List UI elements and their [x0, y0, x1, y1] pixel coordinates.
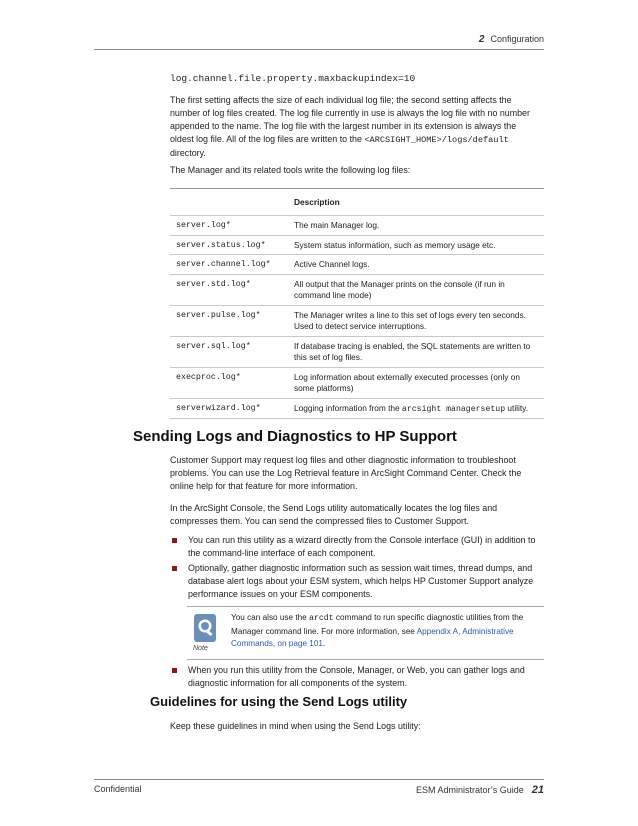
header-rule	[94, 49, 544, 50]
appendix-link[interactable]: Appendix A, Administrative Commands, on page 101	[231, 626, 514, 648]
log-file-description	[290, 398, 544, 419]
log-file-name: server.sql.log*	[170, 336, 290, 367]
sub-heading: Guidelines for using the Send Logs utility	[150, 694, 408, 709]
table-row	[170, 216, 544, 236]
log-files-table	[170, 188, 544, 419]
desc-code: arcsight managersetup	[401, 404, 506, 414]
desc-post: utility.	[505, 402, 529, 413]
table-row	[170, 255, 544, 275]
table-row	[170, 274, 544, 305]
table-header-description: Description	[290, 189, 544, 216]
note-post: .	[322, 639, 326, 648]
bullet-text: You can run this utility as a wizard directly from the Console interface (GUI) in addition to the command-line interface of each component.	[188, 535, 536, 558]
table-row	[170, 305, 544, 336]
list-item	[170, 664, 544, 690]
log-file-name: server.std.log*	[170, 274, 290, 305]
paragraph-guidelines: Keep these guidelines in mind when using the Send Logs utility:	[170, 721, 421, 731]
log-file-description: Active Channel logs.	[290, 255, 544, 275]
page-header	[479, 34, 544, 45]
bullet-square-icon	[172, 668, 177, 673]
log-file-description: The Manager writes a line to this set of logs every ten seconds. Used to detect service interruptions.	[290, 305, 544, 336]
log-file-name: execproc.log*	[170, 367, 290, 398]
page-footer	[416, 784, 544, 796]
list-item	[170, 534, 544, 560]
log-file-name: server.status.log*	[170, 235, 290, 255]
note-icon	[193, 613, 217, 643]
chapter-title: Configuration	[490, 34, 544, 44]
table-row	[170, 367, 544, 398]
table-row	[170, 398, 544, 419]
log-file-name: server.pulse.log*	[170, 305, 290, 336]
footer-confidential: Confidential	[94, 784, 142, 794]
bullet-square-icon	[172, 538, 177, 543]
bullet-text: When you run this utility from the Console, Manager, or Web, you can gather logs and diagnostic information for all components of the system.	[188, 665, 525, 688]
para1-code: <ARCSIGHT_HOME>/logs/default	[364, 135, 509, 145]
section-heading: Sending Logs and Diagnostics to HP Support	[133, 428, 457, 445]
log-file-description: System status information, such as memory usage etc.	[290, 235, 544, 255]
code-line: log.channel.file.property.maxbackupindex=10	[170, 73, 416, 84]
note-label: Note	[193, 645, 208, 652]
page-number: 21	[531, 784, 544, 796]
log-file-name: serverwizard.log*	[170, 398, 290, 419]
footer-guide-title: ESM Administrator’s Guide	[416, 785, 524, 795]
note-mid: command to run specific diagnostic utilities from the Manager command line. For more information, see	[231, 613, 524, 636]
paragraph-log-files-intro: The Manager and its related tools write the following log files:	[170, 165, 411, 175]
para1-tail: directory.	[170, 148, 206, 158]
table-header-row	[170, 189, 544, 216]
note-box	[187, 606, 544, 660]
paragraph-log-settings	[170, 94, 540, 160]
note-text	[231, 612, 543, 651]
paragraph-send-logs: In the ArcSight Console, the Send Logs utility automatically locates the log files and compresses them. You can send the compressed files to Customer Support.	[170, 503, 498, 526]
log-file-description: Log information about externally executed processes (only on some platforms)	[290, 367, 544, 398]
list-item	[170, 562, 544, 601]
note-code: arcdt	[309, 614, 334, 623]
table-header-file	[170, 189, 290, 216]
log-file-description: If database tracing is enabled, the SQL statements are written to this set of log files.	[290, 336, 544, 367]
table-row	[170, 235, 544, 255]
log-file-description: All output that the Manager prints on the console (if run in command line mode)	[290, 274, 544, 305]
bullet-text: Optionally, gather diagnostic information such as session wait times, thread dumps, and database alert logs about your ESM system, which helps HP Customer Support analyze performance issues on your ESM components.	[188, 563, 534, 599]
desc-pre: Logging information from the	[294, 402, 402, 413]
table-row	[170, 336, 544, 367]
para1-text: The first setting affects the size of each individual log file; the second setting affects the number of log files created. The log file currently in use is always the log file with no number appended to the name. The log file with the largest number in its extension is always the oldest log file. All of the log files are written to the	[170, 95, 530, 144]
note-pre: You can also use the	[231, 613, 309, 622]
footer-rule	[94, 779, 544, 780]
paragraph-customer-support: Customer Support may request log files and other diagnostic information to troubleshoot problems. You can use the Log Retrieval feature in ArcSight Command Center. Check the online help for that feature for more information.	[170, 455, 522, 491]
log-file-description: The main Manager log.	[290, 216, 544, 236]
log-file-name: server.log*	[170, 216, 290, 236]
chapter-number: 2	[478, 34, 485, 45]
log-file-name: server.channel.log*	[170, 255, 290, 275]
bullet-square-icon	[172, 566, 177, 571]
